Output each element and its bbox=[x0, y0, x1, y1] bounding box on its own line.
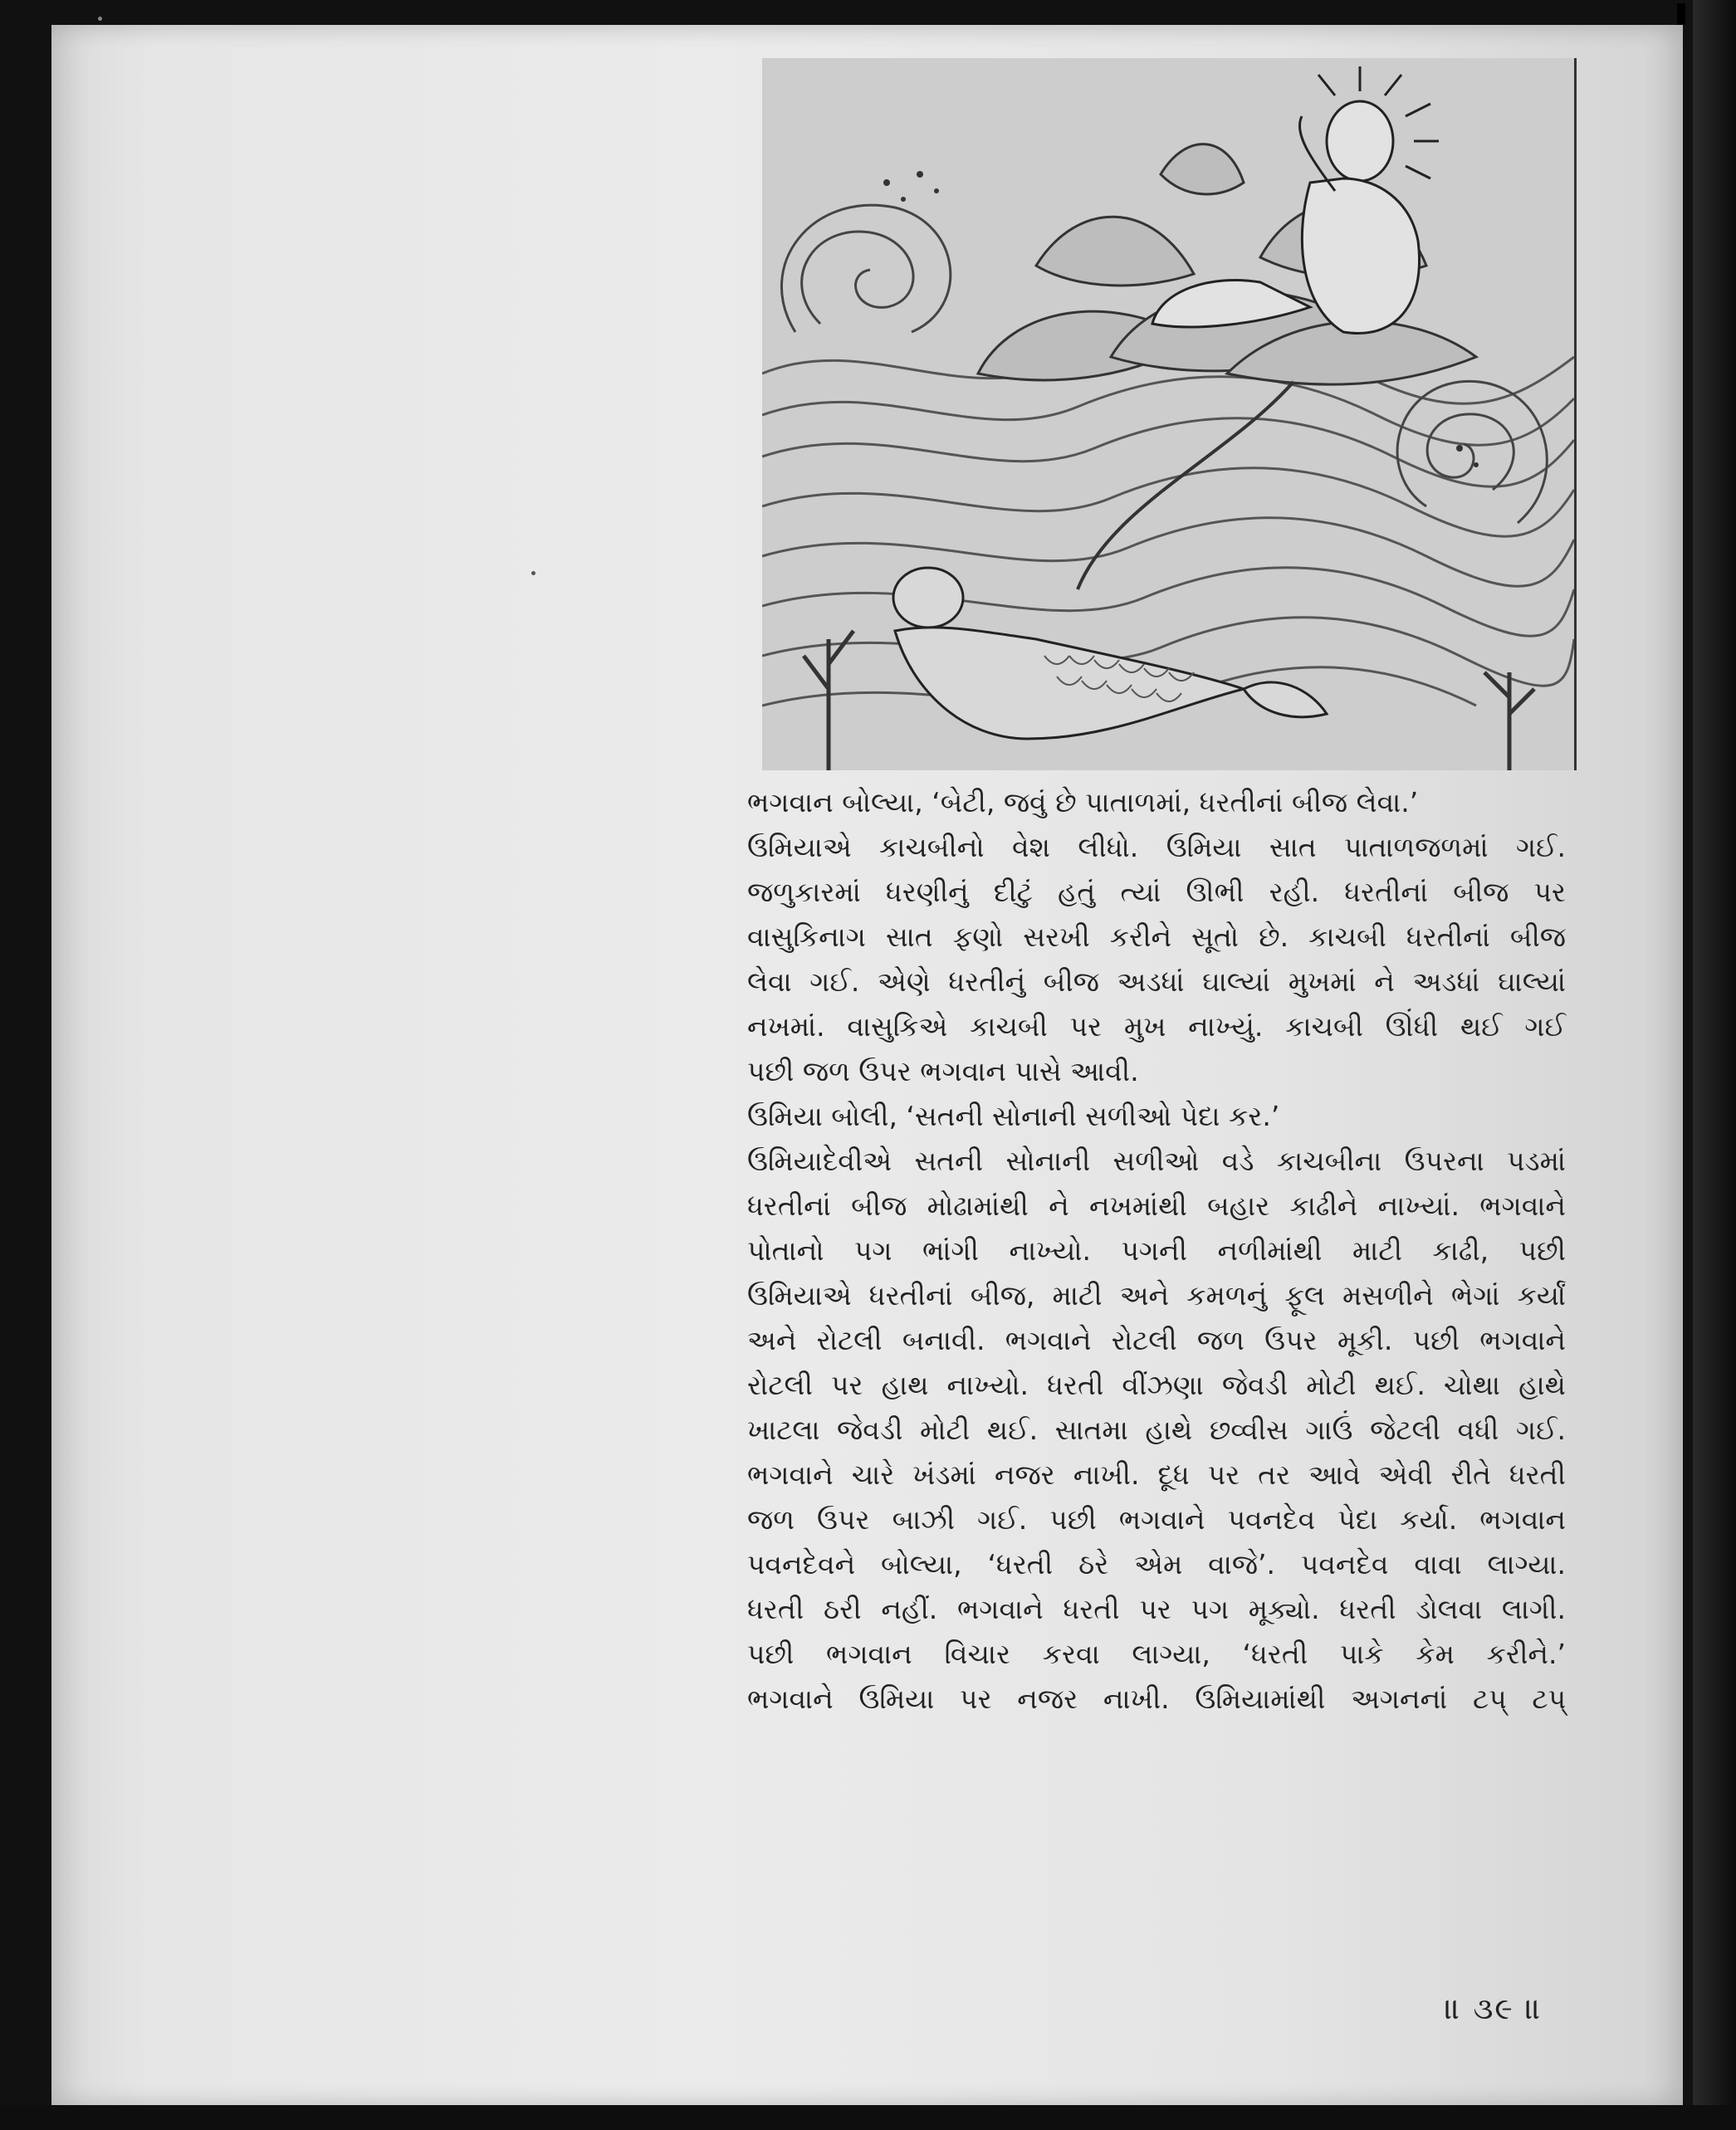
text-line: ઉમિયાએ કાચબીનો વેશ લીધો. ઉમિયા સાત પાતાળજળમાં ગઈ. bbox=[747, 831, 1566, 863]
text-line: ખાટલા જેવડી મોટી થઈ. સાતમા હાથે છવ્વીસ ગાઉં જેટલી વધી ગઈ. bbox=[747, 1414, 1566, 1446]
story-text bbox=[747, 780, 1566, 1722]
text-line: ભગવાને ચારે ખંડમાં નજર નાખી. દૂધ પર તર આવે એવી રીતે ધરતી bbox=[747, 1458, 1566, 1491]
text-line: ધરતીનાં બીજ મોઢામાંથી ને નખમાંથી બહાર કાઢીને નાખ્યાં. ભગવાને bbox=[747, 1190, 1566, 1222]
text-line: પોતાનો પગ ભાંગી નાખ્યો. પગની નળીમાંથી માટી કાઢી, પછી bbox=[747, 1234, 1566, 1267]
dust-speck bbox=[531, 571, 535, 575]
text-line: નખમાં. વાસુકિએ કાચબી પર મુખ નાખ્યું. કાચબી ઊંધી થઈ ગઈ bbox=[747, 1010, 1566, 1043]
text-line: પછી જળ ઉપર ભગવાન પાસે આવી. bbox=[747, 1055, 1139, 1087]
text-line: અને રોટલી બનાવી. ભગવાને રોટલી જળ ઉપર મૂકી. પછી ભગવાને bbox=[747, 1324, 1566, 1356]
text-line: ઉમિયા બોલી, ‘સતની સોનાની સળીઓ પેદા કર.’ bbox=[747, 1100, 1280, 1132]
text-line: પછી ભગવાન વિચાર કરવા લાગ્યા, ‘ધરતી પાકે કેમ કરીને.’ bbox=[747, 1638, 1566, 1670]
text-line: લેવા ગઈ. એણે ધરતીનું બીજ અડધાં ઘાલ્યાં મુખમાં ને અડધાં ઘાલ્યાં bbox=[747, 965, 1566, 998]
text-line: જળુકારમાં ધરણીનું દીટું હતું ત્યાં ઊભી રહી. ધરતીનાં બીજ પર bbox=[747, 876, 1566, 908]
book-spine-shadow bbox=[1693, 0, 1736, 2130]
corner-mark bbox=[1677, 3, 1685, 25]
dust-speck bbox=[98, 17, 102, 21]
bottom-scan-edge bbox=[0, 2105, 1736, 2130]
text-line: રોટલી પર હાથ નાખ્યો. ધરતી વીંઝણા જેવડી મોટી થઈ. ચોથા હાથે bbox=[747, 1369, 1566, 1401]
illustration-drawing bbox=[762, 58, 1574, 770]
text-line: પવનદેવને બોલ્યા, ‘ધરતી ઠરે એમ વાજે’. પવનદેવ વાવા લાગ્યા. bbox=[747, 1548, 1566, 1580]
text-line: ભગવાન બોલ્યા, ‘બેટી, જવું છે પાતાળમાં, ધરતીનાં બીજ લેવા.’ bbox=[747, 786, 1419, 818]
text-line: ઉમિયાએ ધરતીનાં બીજ, માટી અને કમળનું ફૂલ મસળીને ભેગાં કર્યાં bbox=[747, 1279, 1566, 1312]
page-number: ॥ ૩૯ ॥ bbox=[1445, 1992, 1543, 2026]
text-line: ઉમિયાદેવીએ સતની સોનાની સળીઓ વડે કાચબીના ઉપરના પડમાં bbox=[747, 1145, 1566, 1177]
text-line: જળ ઉપર બાઝી ગઈ. પછી ભગવાને પવનદેવ પેદા કર્યા. ભગવાન bbox=[747, 1503, 1566, 1536]
text-line: ભગવાને ઉમિયા પર નજર નાખી. ઉમિયામાંથી અગનનાં ટપ્ ટપ્ bbox=[747, 1683, 1566, 1715]
text-line: ધરતી ઠરી નહીં. ભગવાને ધરતી પર પગ મૂક્યો. ધરતી ડોલવા લાગી. bbox=[747, 1593, 1566, 1625]
story-illustration bbox=[762, 58, 1577, 770]
text-line: વાસુકિનાગ સાત ફણો સરખી કરીને સૂતો છે. કાચબી ધરતીનાં બીજ bbox=[747, 921, 1566, 953]
